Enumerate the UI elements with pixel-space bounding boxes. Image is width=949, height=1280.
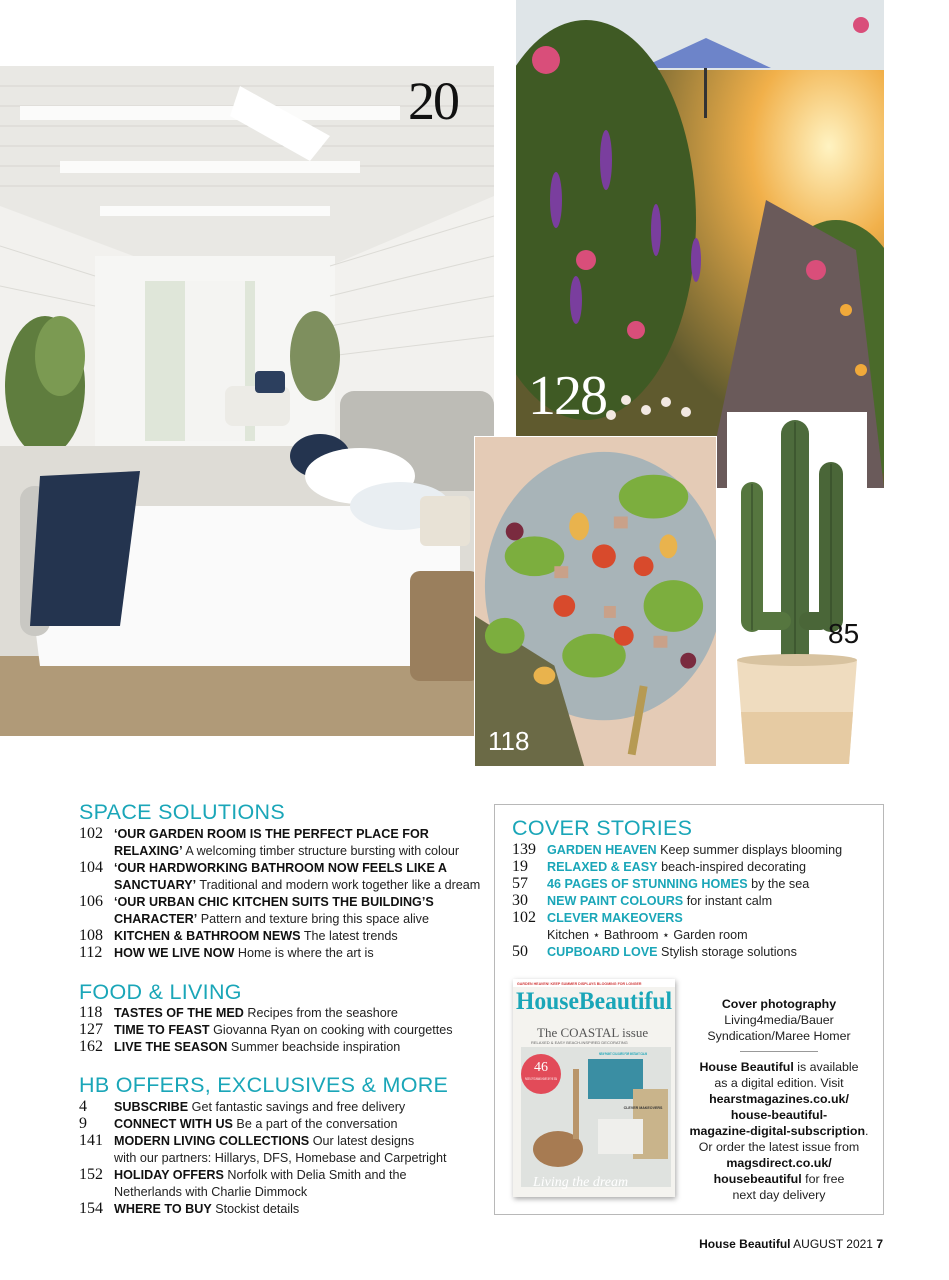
entry-headline-cont: RELAXING’ — [114, 844, 183, 858]
salad-photo — [474, 436, 717, 767]
cover-badge-number: 46 — [534, 1060, 548, 1075]
free-text: for free — [801, 1172, 845, 1186]
order-text: Or order the latest issue from — [698, 1140, 860, 1154]
footer-issue: AUGUST 2021 — [790, 1237, 877, 1251]
offers-heading: HB OFFERS, EXCLUSIVES & MORE — [79, 1073, 449, 1097]
digital-text-1: is available — [793, 1060, 859, 1074]
cactus-photo — [727, 412, 867, 772]
entry-page-number: 104 — [79, 859, 103, 876]
entry-headline: ‘OUR GARDEN ROOM IS THE PERFECT PLACE FOR — [114, 827, 429, 841]
cover-issue-title: The COASTAL issue — [537, 1025, 649, 1040]
entry-description: A welcoming timber structure bursting with colour — [182, 844, 460, 858]
entry-page-number: 19 — [512, 858, 528, 875]
entry-page-number: 50 — [512, 943, 528, 960]
entry-description: Stockist details — [211, 1202, 300, 1216]
entry-description: Home is where the art is — [234, 946, 374, 960]
entry-headline: NEW PAINT COLOURS — [547, 894, 684, 908]
magsdirect-link-1[interactable]: magsdirect.co.uk/ — [726, 1156, 832, 1170]
entry-headline: HOW WE LIVE NOW — [114, 946, 235, 960]
entry-headline: 46 PAGES OF STUNNING HOMES — [547, 877, 748, 891]
entry-description: Summer beachside inspiration — [227, 1040, 401, 1054]
cover-masthead: HouseBeautiful — [516, 988, 673, 1015]
cover-badge-text: PAGES OF STUNNING HOMES BY THE SEA — [525, 1077, 558, 1081]
credits-divider — [740, 1051, 818, 1052]
credits-line-1: Living4media/Bauer — [724, 1013, 834, 1027]
entry-headline: CLEVER MAKEOVERS — [547, 911, 683, 925]
entry-headline: GARDEN HEAVEN — [547, 843, 657, 857]
cover-stories-heading: COVER STORIES — [512, 816, 693, 840]
digital-brand: House Beautiful — [699, 1060, 794, 1074]
entry-page-number: 118 — [79, 1004, 103, 1021]
space-solutions-heading: SPACE SOLUTIONS — [79, 800, 286, 824]
page-footer — [699, 1237, 883, 1251]
entry-page-number: 162 — [79, 1038, 103, 1055]
entry-description: beach-inspired decorating — [657, 860, 806, 874]
entry-headline: ‘OUR HARDWORKING BATHROOM NOW FEELS LIKE A — [114, 861, 448, 875]
cover-strapline: GARDEN HEAVEN! KEEP SUMMER DISPLAYS BLOOMING FOR LONGER — [517, 982, 642, 986]
entry-headline: MODERN LIVING COLLECTIONS — [114, 1134, 310, 1148]
entry-page-number: 152 — [79, 1166, 103, 1183]
footer-brand: House Beautiful — [699, 1237, 791, 1251]
entry-description: Norfolk with Delia Smith and the — [223, 1168, 407, 1182]
subscription-link-2[interactable]: house-beautiful- — [730, 1108, 828, 1122]
entry-page-number: 106 — [79, 893, 103, 910]
cover-makeovers-line: CLEVER MAKEOVERS — [623, 1106, 663, 1110]
entry-headline: TIME TO FEAST — [114, 1023, 210, 1037]
entry-description-cont: Kitchen ⋆ Bathroom ⋆ Garden room — [547, 928, 748, 942]
entry-headline-cont: SANCTUARY’ — [114, 878, 197, 892]
cover-credits — [684, 996, 874, 1203]
page-number-128: 128 — [528, 365, 606, 427]
magsdirect-link-2[interactable]: housebeautiful — [713, 1172, 802, 1186]
entry-headline: WHERE TO BUY — [114, 1202, 212, 1216]
entry-page-number: 127 — [79, 1021, 103, 1038]
cover-subline: RELAXED & EASY BEACH-INSPIRED DECORATING — [531, 1040, 628, 1045]
entry-description: The latest trends — [300, 929, 398, 943]
entry-headline: CONNECT WITH US — [114, 1117, 233, 1131]
subscription-link-3[interactable]: magazine-digital-subscription — [689, 1124, 866, 1138]
entry-description: Stylish storage solutions — [657, 945, 797, 959]
entry-description: Keep summer displays blooming — [656, 843, 843, 857]
entry-page-number: 102 — [79, 825, 103, 842]
entry-page-number: 108 — [79, 927, 103, 944]
entry-headline: CUPBOARD LOVE — [547, 945, 658, 959]
entry-page-number: 112 — [79, 944, 103, 961]
food-living-heading: FOOD & LIVING — [79, 980, 242, 1004]
entry-description-cont: Netherlands with Charlie Dimmock — [114, 1185, 308, 1199]
credits-title: Cover photography — [721, 997, 837, 1011]
entry-page-number: 4 — [79, 1098, 87, 1115]
entry-headline: KITCHEN & BATHROOM NEWS — [114, 929, 301, 943]
credits-line-2: Syndication/Maree Homer — [707, 1029, 851, 1043]
subscription-link-end: . — [865, 1124, 869, 1138]
entry-page-number: 102 — [512, 909, 536, 926]
entry-headline: RELAXED & EASY — [547, 860, 658, 874]
bedroom-photo — [0, 66, 494, 736]
entry-page-number: 57 — [512, 875, 528, 892]
footer-page-number: 7 — [876, 1237, 883, 1251]
entry-headline: LIVE THE SEASON — [114, 1040, 228, 1054]
entry-description: for instant calm — [683, 894, 773, 908]
entry-description: Pattern and texture bring this space alive — [197, 912, 429, 926]
entry-description: Traditional and modern work together like a dream — [196, 878, 481, 892]
entry-page-number: 9 — [79, 1115, 87, 1132]
cover-script-text: Living the dream — [533, 1175, 629, 1190]
entry-description: Giovanna Ryan on cooking with courgettes — [209, 1023, 453, 1037]
entry-headline: HOLIDAY OFFERS — [114, 1168, 224, 1182]
entry-description: Get fantastic savings and free delivery — [188, 1100, 406, 1114]
entry-headline: SUBSCRIBE — [114, 1100, 189, 1114]
entry-headline: ‘OUR URBAN CHIC KITCHEN SUITS THE BUILDING’S — [114, 895, 434, 909]
entry-description: by the sea — [747, 877, 810, 891]
entry-page-number: 154 — [79, 1200, 103, 1217]
cover-paint-line: NEW PAINT COLOURS FOR INSTANT CALM — [599, 1051, 648, 1056]
delivery-text: next day delivery — [732, 1188, 826, 1202]
subscription-link-1[interactable]: hearstmagazines.co.uk/ — [709, 1092, 849, 1106]
entry-description: Our latest designs — [309, 1134, 415, 1148]
digital-text-2: as a digital edition. Visit — [714, 1076, 844, 1090]
entry-page-number: 30 — [512, 892, 528, 909]
page-number-20: 20 — [408, 71, 458, 131]
entry-description: Be a part of the conversation — [232, 1117, 398, 1131]
entry-page-number: 139 — [512, 841, 536, 858]
entry-headline-cont: CHARACTER’ — [114, 912, 198, 926]
entry-description-cont: with our partners: Hillarys, DFS, Homebase and Carpetright — [114, 1151, 447, 1165]
page-number-118: 118 — [488, 726, 530, 756]
entry-description: Recipes from the seashore — [243, 1006, 398, 1020]
entry-headline: TASTES OF THE MED — [114, 1006, 244, 1020]
page-number-85: 85 — [828, 618, 860, 649]
magazine-cover-thumbnail[interactable] — [513, 979, 675, 1197]
entry-page-number: 141 — [79, 1132, 103, 1149]
